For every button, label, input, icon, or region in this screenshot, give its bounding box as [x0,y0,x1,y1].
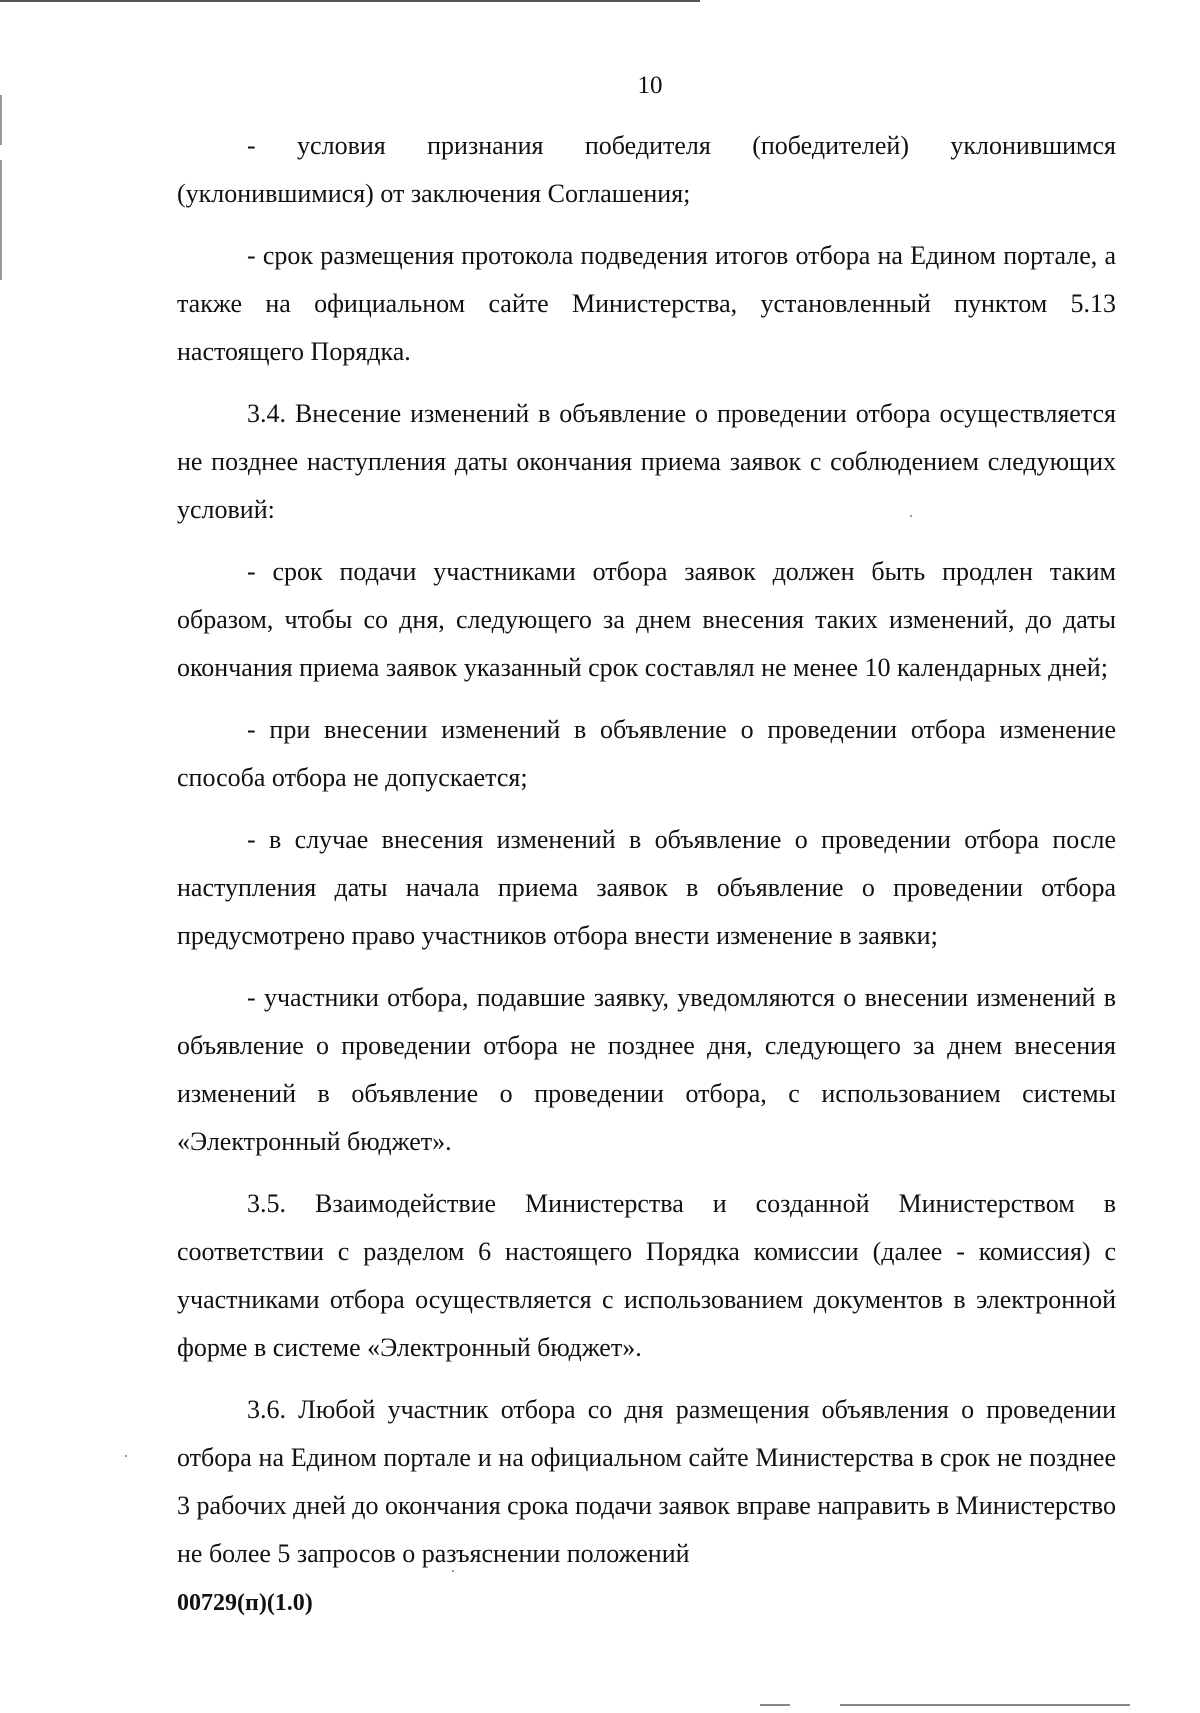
paragraph-6: - в случае внесения изменений в объявление о проведении отбора после наступления даты начала приема заявок в объявление о проведении отбора предусмотрено право участников отбора внести изменение в заявки; [177,825,1116,950]
scan-speck [910,515,912,517]
paragraph-5: - при внесении изменений в объявление о проведении отбора изменение способа отбора не допускается; [177,715,1116,792]
paragraph-9: 3.6. Любой участник отбора со дня размещения объявления о проведении отбора на Едином портале и на официальном сайте Министерства в срок не позднее 3 рабочих дней до окончания срока подачи заявок вправе направить в Министерство не более 5 запросов о разъяснении положений [177,1395,1116,1568]
paragraph-4: - срок подачи участниками отбора заявок должен быть продлен таким образом, чтобы со дня, следующего за днем внесения таких изменений, до даты окончания приема заявок указанный срок составлял не менее 10 календарных дней; [177,557,1116,682]
paragraph-7: - участники отбора, подавшие заявку, уведомляются о внесении изменений в объявление о проведении отбора не позднее дня, следующего за днем внесения изменений в объявление о проведении отбора, с использованием системы «Электронный бюджет». [177,983,1116,1156]
page-number: 10 [637,72,663,99]
scan-speck [452,1570,454,1572]
left-scan-edge-mark [0,95,2,145]
document-body [177,122,1116,1592]
document-code: 00729(п)(1.0) [177,1590,313,1616]
paragraph-1: - условия признания победителя (победителей) уклонившимся (уклонившимися) от заключения Соглашения; [177,131,1116,208]
bottom-scan-edge [840,1704,1130,1706]
left-scan-edge-mark [0,160,2,280]
scan-speck [125,1455,127,1457]
paragraph-2: - срок размещения протокола подведения итогов отбора на Едином портале, а также на официальном сайте Министерства, установленный пунктом 5.13 настоящего Порядка. [177,241,1116,366]
paragraph-8: 3.5. Взаимодействие Министерства и созданной Министерством в соответствии с разделом 6 настоящего Порядка комиссии (далее - комиссия) с участниками отбора осуществляется с использованием документов в электронной форме в системе «Электронный бюджет». [177,1189,1116,1362]
top-scan-edge [0,0,700,2]
bottom-scan-edge [760,1704,790,1706]
paragraph-3: 3.4. Внесение изменений в объявление о проведении отбора осуществляется не позднее наступления даты окончания приема заявок с соблюдением следующих условий: [177,399,1116,524]
